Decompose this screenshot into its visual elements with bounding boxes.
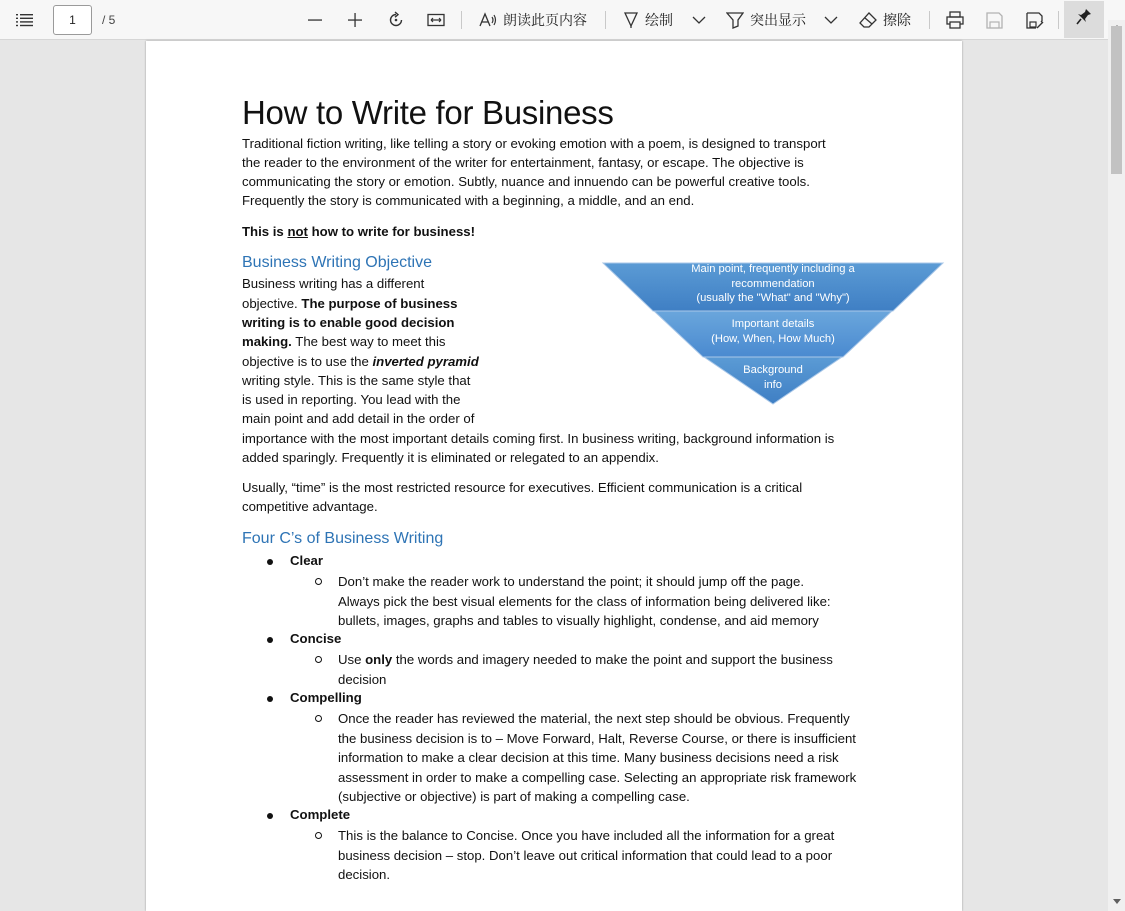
plus-icon <box>347 12 363 28</box>
read-aloud-label: 朗读此页内容 <box>503 12 587 28</box>
pyramid-middle-label <box>653 317 893 346</box>
pen-icon <box>623 11 639 29</box>
detail-bold: only <box>365 652 393 667</box>
detail-line: This is the balance to Concise. Once you have included all the information for a great <box>338 828 835 843</box>
zoom-in-button[interactable] <box>347 0 363 40</box>
concise-details <box>338 650 878 689</box>
bullet-complete: Complete <box>290 807 351 822</box>
save-button[interactable] <box>986 0 1003 40</box>
detail-text: the words and imagery needed to make the point and support the business <box>392 652 833 667</box>
objective-text: The best way to meet this <box>291 334 446 349</box>
detail-line: decision. <box>338 867 391 882</box>
pyramid-text-line: (How, When, How Much) <box>711 332 835 345</box>
objective-text: objective is to use the <box>242 354 373 369</box>
sub-bullet-ring <box>315 656 322 663</box>
highlight-options-button[interactable] <box>824 0 838 40</box>
detail-line: the business decision is to – Move Forward, Halt, Reverse Course, or there is insufficient <box>338 730 856 746</box>
draw-options-button[interactable] <box>692 0 706 40</box>
pyramid-text-line: Main point, frequently including a <box>691 263 855 275</box>
draw-button[interactable] <box>623 0 673 40</box>
detail-line: Always pick the best visual elements for the class of information being delivered like: <box>338 593 831 609</box>
fit-width-icon <box>427 13 445 27</box>
bullet-dot <box>267 637 273 643</box>
sub-bullet-ring <box>315 715 322 722</box>
intro-line: Traditional fiction writing, like telling a story or evoking emotion with a poem, is designed to transport <box>242 136 826 151</box>
bullet-dot <box>267 559 273 565</box>
objective-line: Business writing has a different <box>242 276 425 291</box>
eraser-icon <box>859 12 877 28</box>
pyramid-text-line: (usually the "What" and "Why") <box>696 292 850 305</box>
page-total: / 5 <box>102 13 116 27</box>
complete-details <box>338 826 878 885</box>
pdf-toolbar <box>0 0 1125 40</box>
chevron-down-icon <box>692 15 706 25</box>
draw-label: 绘制 <box>645 12 673 28</box>
pdf-page <box>146 41 962 911</box>
pyramid-text-line: recommendation <box>731 277 815 290</box>
detail-line: bullets, images, graphs and tables to visually highlight, condense, and aid memory <box>338 613 819 628</box>
objective-line <box>242 296 457 311</box>
highlighter-icon <box>726 11 744 29</box>
minus-icon <box>307 12 323 28</box>
objective-line: writing style. This is the same style that <box>242 373 471 388</box>
save-icon <box>986 12 1003 29</box>
inverted-pyramid-diagram <box>600 260 946 405</box>
objective-line: main point and add detail in the order of <box>242 411 475 426</box>
sub-bullet-ring <box>315 578 322 585</box>
highlight-button[interactable] <box>726 0 806 40</box>
save-as-icon <box>1026 12 1044 29</box>
sub-bullet-ring <box>315 832 322 839</box>
objective-text: objective. <box>242 296 302 311</box>
compelling-details <box>338 709 878 807</box>
objective-line: is used in reporting. You lead with the <box>242 392 461 407</box>
pin-toolbar-button[interactable] <box>1064 1 1104 38</box>
toolbar-divider <box>605 11 606 29</box>
print-button[interactable] <box>946 0 964 40</box>
notice-line <box>242 224 475 239</box>
pin-icon <box>1076 8 1092 31</box>
objective-bold: The purpose of business <box>301 296 458 311</box>
bullet-dot <box>267 696 273 702</box>
pyramid-top-label <box>653 262 893 306</box>
notice-post: how to write for business! <box>307 224 476 239</box>
detail-line: (subjective or objective) is part of making a compelling case. <box>338 789 690 804</box>
contents-button[interactable] <box>16 0 34 40</box>
detail-line: Don’t make the reader work to understand the point; it should jump off the page. <box>338 574 804 589</box>
detail-line: Once the reader has reviewed the material, the next step should be obvious. Frequently <box>338 711 850 726</box>
objective-line <box>242 334 446 349</box>
list-icon <box>16 13 34 27</box>
objective-line: importance with the most important details coming first. In business writing, background information is <box>242 431 835 446</box>
chevron-down-icon <box>824 15 838 25</box>
detail-line: assessment in order to make a compelling case. Selecting an appropriate risk framework <box>338 769 857 785</box>
intro-line: Frequently the story is communicated with a beginning, a middle, and an end. <box>242 193 695 208</box>
objective-line: writing is to enable good decision <box>242 315 455 330</box>
pyramid-text-line: info <box>763 378 783 391</box>
bullet-concise: Concise <box>290 631 342 646</box>
objective-bold-italic: inverted pyramid <box>372 354 479 369</box>
pyramid-text-line: Background <box>743 364 803 376</box>
toolbar-divider <box>929 11 930 29</box>
objective-bold: making. <box>242 334 292 349</box>
detail-line: information to make a clear decision at this time. Many business decisions need a risk <box>338 750 839 765</box>
read-aloud-button[interactable] <box>479 0 587 40</box>
time-line: competitive advantage. <box>242 499 378 514</box>
bullet-dot <box>267 813 273 819</box>
erase-label: 擦除 <box>883 12 911 28</box>
intro-line: the reader to the environment of the writer for entertainment, fantasy, or escape. The objective is <box>242 155 804 170</box>
document-title: How to Write for Business <box>242 94 614 131</box>
fit-width-button[interactable] <box>427 0 445 40</box>
section-heading-objective: Business Writing Objective <box>242 254 432 271</box>
clear-details <box>338 572 878 631</box>
detail-text: Use <box>338 652 366 667</box>
read-aloud-icon <box>479 12 497 28</box>
section-heading-four-cs: Four C’s of Business Writing <box>242 530 444 547</box>
objective-line <box>242 354 479 369</box>
scroll-down-icon[interactable] <box>1110 896 1123 906</box>
time-line: Usually, “time” is the most restricted resource for executives. Efficient communication is a critical <box>242 480 803 495</box>
pyramid-bottom-label <box>653 363 893 392</box>
intro-line: communicating the story or emotion. Subtly, nuance and innuendo can be powerful creative tools. <box>242 174 810 189</box>
objective-line: added sparingly. Frequently it is eliminated or relegated to an appendix. <box>242 450 659 465</box>
detail-line: decision <box>338 671 387 687</box>
pyramid-text-line: Important details <box>731 318 815 330</box>
toolbar-divider <box>1058 11 1059 29</box>
bullet-clear: Clear <box>290 553 323 568</box>
rotate-icon <box>387 11 405 29</box>
detail-line: business decision – stop. Don’t leave out critical information that could lead to a poor <box>338 847 833 863</box>
bullet-compelling: Compelling <box>290 690 362 705</box>
highlight-label: 突出显示 <box>750 12 806 28</box>
scrollbar-thumb[interactable] <box>1111 26 1122 174</box>
rotate-button[interactable] <box>387 0 405 40</box>
erase-button[interactable] <box>859 0 911 40</box>
toolbar-divider <box>461 11 462 29</box>
zoom-out-button[interactable] <box>307 0 323 40</box>
page-number-input[interactable]: 1 <box>53 5 92 35</box>
printer-icon <box>946 11 964 29</box>
notice-pre: This is <box>242 224 288 239</box>
detail-line <box>338 650 878 670</box>
notice-not: not <box>287 224 308 239</box>
save-as-button[interactable] <box>1026 0 1044 40</box>
